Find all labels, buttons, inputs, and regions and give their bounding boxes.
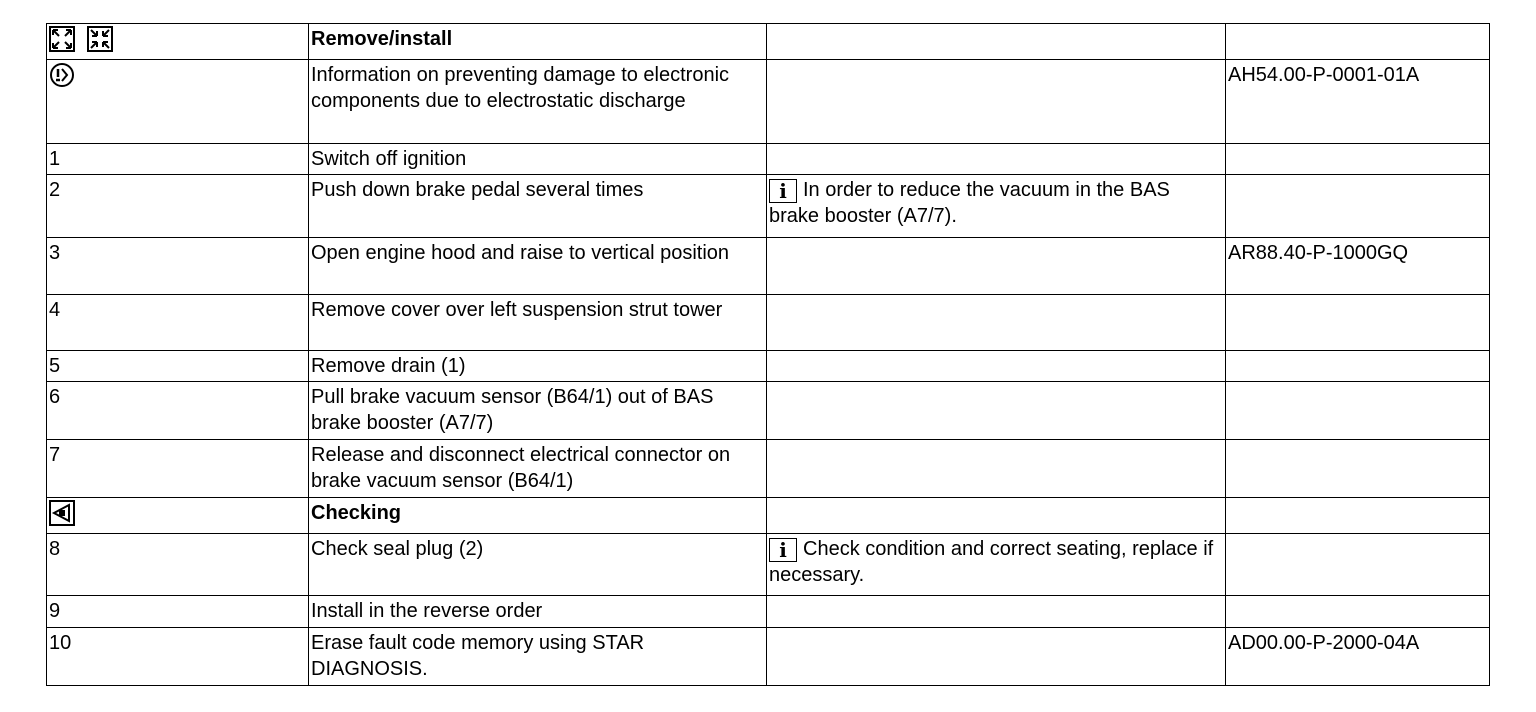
note-cell xyxy=(767,24,1226,60)
reference-cell xyxy=(1226,295,1490,351)
reference-cell: AH54.00-P-0001-01A xyxy=(1226,60,1490,144)
step-cell: 2 xyxy=(47,175,309,238)
reference-cell xyxy=(1226,24,1490,60)
table-row xyxy=(47,238,1490,295)
action-cell: Open engine hood and raise to vertical position xyxy=(309,238,767,295)
action-cell: Release and disconnect electrical connector on brake vacuum sensor (B64/1) xyxy=(309,440,767,498)
reference-cell xyxy=(1226,596,1490,628)
action-cell: Erase fault code memory using STAR DIAGNOSIS. xyxy=(309,628,767,686)
step-cell: 10 xyxy=(47,628,309,686)
step-cell: 3 xyxy=(47,238,309,295)
action-cell: Install in the reverse order xyxy=(309,596,767,628)
note-cell xyxy=(767,382,1226,440)
table-row xyxy=(47,175,1490,238)
action-cell: Remove cover over left suspension strut tower xyxy=(309,295,767,351)
step-cell: 4 xyxy=(47,295,309,351)
action-cell: Remove drain (1) xyxy=(309,351,767,382)
step-cell: 9 xyxy=(47,596,309,628)
action-cell: Push down brake pedal several times xyxy=(309,175,767,238)
remove-icon xyxy=(49,26,75,52)
table-row xyxy=(47,382,1490,440)
note-cell xyxy=(767,596,1226,628)
note-cell xyxy=(767,498,1226,534)
table-row xyxy=(47,60,1490,144)
esd-warning-icon xyxy=(49,62,75,88)
step-cell: 8 xyxy=(47,534,309,596)
reference-cell: AR88.40-P-1000GQ xyxy=(1226,238,1490,295)
step-cell xyxy=(47,24,309,60)
note-cell xyxy=(767,440,1226,498)
note-cell xyxy=(767,144,1226,175)
reference-cell xyxy=(1226,440,1490,498)
note-cell xyxy=(767,351,1226,382)
note-text: Check condition and correct seating, replace if necessary. xyxy=(769,538,1214,586)
action-cell: Information on preventing damage to electronic components due to electrostatic discharge xyxy=(309,60,767,144)
table-row xyxy=(47,534,1490,596)
step-cell: 5 xyxy=(47,351,309,382)
note-cell xyxy=(767,175,1226,238)
table-row xyxy=(47,295,1490,351)
note-cell xyxy=(767,295,1226,351)
action-cell: Remove/install xyxy=(309,24,767,60)
table-row xyxy=(47,144,1490,175)
reference-cell xyxy=(1226,351,1490,382)
reference-cell xyxy=(1226,534,1490,596)
step-cell: 6 xyxy=(47,382,309,440)
action-cell: Pull brake vacuum sensor (B64/1) out of BAS brake booster (A7/7) xyxy=(309,382,767,440)
step-cell: 1 xyxy=(47,144,309,175)
note-cell xyxy=(767,60,1226,144)
table-row xyxy=(47,498,1490,534)
checking-icon xyxy=(49,500,75,526)
table-row xyxy=(47,351,1490,382)
action-cell: Switch off ignition xyxy=(309,144,767,175)
action-cell: Checking xyxy=(309,498,767,534)
reference-cell xyxy=(1226,498,1490,534)
reference-cell xyxy=(1226,144,1490,175)
install-icon xyxy=(87,26,113,52)
reference-cell xyxy=(1226,175,1490,238)
step-cell xyxy=(47,60,309,144)
reference-cell: AD00.00-P-2000-04A xyxy=(1226,628,1490,686)
info-icon: i xyxy=(769,538,797,562)
table-row xyxy=(47,24,1490,60)
info-icon: i xyxy=(769,179,797,203)
step-cell xyxy=(47,498,309,534)
step-cell: 7 xyxy=(47,440,309,498)
action-cell: Check seal plug (2) xyxy=(309,534,767,596)
note-cell xyxy=(767,534,1226,596)
procedure-table xyxy=(46,23,1490,686)
table-row xyxy=(47,440,1490,498)
table-row xyxy=(47,596,1490,628)
note-cell xyxy=(767,628,1226,686)
table-row xyxy=(47,628,1490,686)
reference-cell xyxy=(1226,382,1490,440)
note-text: In order to reduce the vacuum in the BAS brake booster (A7/7). xyxy=(769,179,1170,227)
note-cell xyxy=(767,238,1226,295)
